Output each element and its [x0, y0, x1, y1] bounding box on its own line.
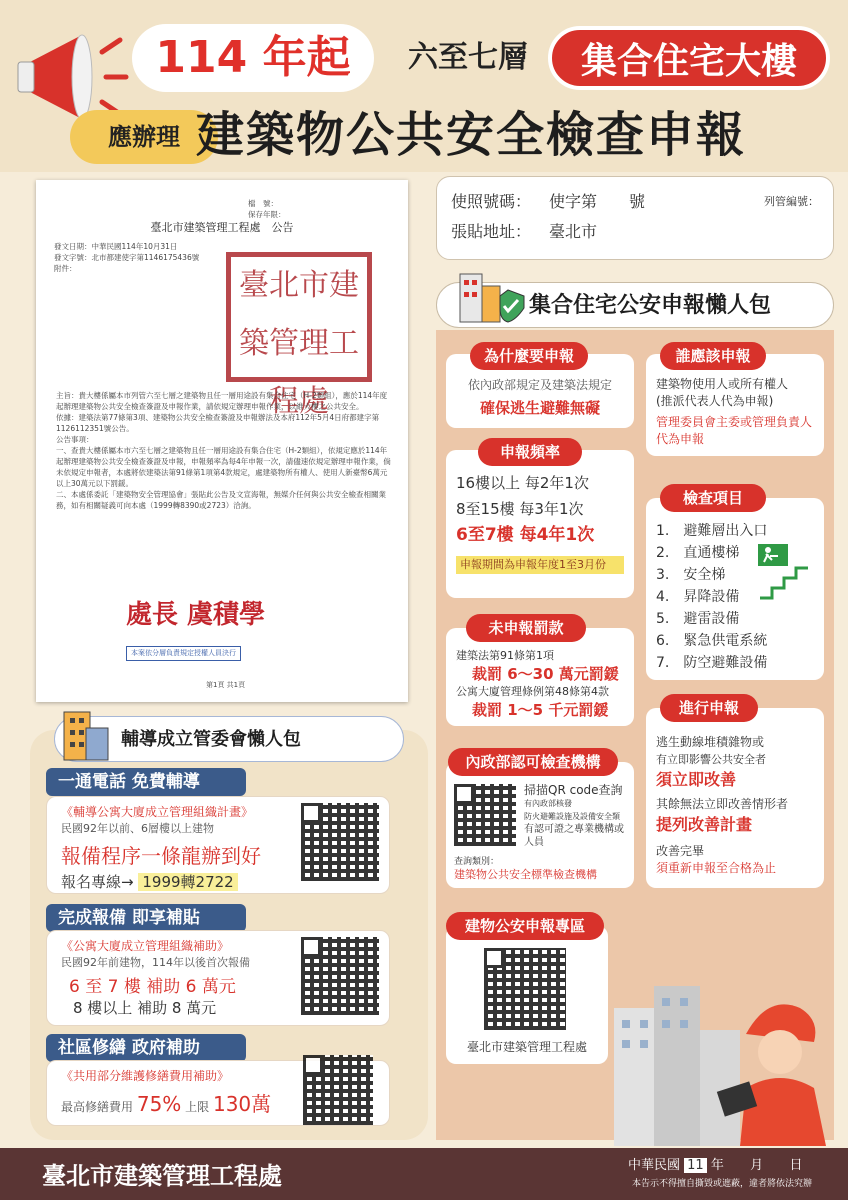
official-seal: 臺北市建築管理工程處 — [226, 252, 372, 382]
page-number: 第1頁 共1頁 — [206, 681, 246, 689]
zone-org: 臺北市建築管理工程處 — [466, 1040, 587, 1054]
freq-line3: 6至7樓 每4年1次 — [456, 525, 595, 545]
notice-basis: 依據：建築法第77條第3項、建築物公共安全檢查簽證及申報辦法及本府112年5月4日府都建字第1126112351號公告。 — [56, 413, 380, 433]
day-unit: 日 — [789, 1158, 803, 1173]
section3-card — [46, 1060, 390, 1126]
freq-line1: 16樓以上 每2年1次 — [456, 474, 589, 492]
section1-qr-code[interactable] — [301, 803, 379, 881]
report-card — [646, 708, 824, 888]
page-title: 建築物公共安全檢查申報 — [196, 107, 747, 163]
cap-label: 上限 — [185, 1100, 210, 1114]
check-item: 2. 直通樓梯 — [656, 545, 740, 561]
kit-title: 集合住宅公安申報懶人包 — [436, 282, 834, 328]
section3-qr-code[interactable] — [303, 1055, 373, 1125]
file-number: 檔 號： — [248, 199, 278, 208]
subsidy-cap: 130萬 — [212, 1092, 272, 1116]
section2-bar: 完成報備 即享補貼 — [46, 904, 246, 932]
section3-plan: 《共用部分維護修繕費用補助》 — [61, 1069, 230, 1083]
notice-items-label: 公告事項： — [56, 435, 94, 444]
frequency-tag: 申報頻率 — [478, 438, 582, 466]
report-line5: 提列改善計畫 — [656, 815, 753, 834]
year-unit: 年 — [710, 1158, 724, 1173]
check-items-tag: 檢查項目 — [660, 484, 766, 512]
notice-item-1: 一、查貴大樓係屬本市六至七層之建築物且任一層用途設有集合住宅（H-2類組），依規定應於114年起辦理建築物公共安全檢查簽證及申報，申報頻率為每4年申報一次，請儘速依規定辦理申報作業，倘未依規定申報者，本處將依建築法第91條第1項第4款規定，處建築物所有權人、使用人新臺幣6萬元以上30萬元以下罰鍰。 — [56, 446, 391, 488]
check-item: 7. 防空避難設備 — [656, 655, 768, 671]
official-notice — [36, 180, 408, 702]
penalty-line1: 建築法第91條第1項 — [456, 649, 554, 662]
apartment-icon — [58, 706, 114, 762]
report-line7: 須重新申報至合格為止 — [656, 861, 777, 875]
why-tag: 為什麼要申報 — [470, 342, 588, 370]
hotline-number[interactable]: 1999轉2722 — [138, 873, 237, 891]
address-value: 臺北市 — [549, 222, 598, 241]
subsidy-percent: 75% — [136, 1092, 182, 1116]
signature: 處長 虞積學 — [126, 600, 266, 630]
license-label: 使照號碼： — [451, 192, 532, 211]
section2-condition: 民國92年前建物，114年以後首次報備 — [61, 956, 250, 969]
section2-card — [46, 930, 390, 1026]
month-unit: 月 — [750, 1158, 764, 1173]
agency-category-label: 查詢類別： — [454, 857, 500, 867]
report-tag: 進行申報 — [660, 694, 758, 722]
notice-attachment: 附件： — [54, 264, 77, 273]
posting-date — [628, 1154, 802, 1173]
year-badge: 114 年起 — [132, 24, 374, 92]
zone-tag: 建物公安申報專區 — [446, 912, 604, 940]
section3-bar: 社區修繕 政府補助 — [46, 1034, 246, 1062]
license-value: 使字第 號 — [549, 192, 646, 211]
check-item: 5. 避雷設備 — [656, 611, 740, 627]
must-badge: 應辦理 — [70, 110, 218, 164]
freq-note: 申報期間為申報年度1至3月份 — [456, 556, 624, 574]
agency-category: 建築物公共安全標準檢查機構 — [454, 868, 597, 881]
check-item: 3. 安全梯 — [656, 567, 726, 583]
zone-qr-code[interactable] — [484, 948, 566, 1030]
penalty-line3: 公寓大廈管理條例第48條第4款 — [456, 685, 609, 698]
agency-scan: 掃描QR code查詢 — [524, 783, 623, 797]
section2-subsidy-a: 6 至 7 樓 補助 6 萬元 — [69, 977, 236, 997]
agency-card — [446, 762, 634, 888]
section1-slogan: 報備程序一條龍辦到好 — [61, 844, 261, 868]
report-line6: 改善完畢 — [656, 844, 705, 858]
why-line1: 依內政部規定及建築法規定 — [467, 378, 612, 392]
notice-number: 發文字號：北市都建使字第1146175436號 — [54, 253, 200, 262]
section2-qr-code[interactable] — [301, 937, 379, 1015]
footer-warning: 本告示不得擅自撕毀或遮蔽，違者將依法究辦 — [632, 1179, 813, 1189]
report-line4: 其餘無法立即改善情形者 — [656, 797, 789, 811]
section1-plan: 《輔導公寓大廈成立管理組織計畫》 — [61, 805, 254, 819]
mgmt-label: 列管編號： — [764, 195, 819, 208]
who-line3: 管理委員會主委或管理負責人代為申報 — [656, 415, 813, 446]
worker-illustration — [600, 968, 834, 1146]
notice-date: 發文日期：中華民國114年10月31日 — [54, 242, 178, 251]
notice-item-2: 二、本處係委託「建築物安全管理協會」張貼此公告及文宣海報，無媒介任何與公共安全檢查相關業務，如有相關疑義可向本處（1999轉8390或2723）洽詢。 — [56, 490, 386, 510]
freq-line2: 8至15樓 每3年1次 — [456, 500, 584, 518]
posting-info — [436, 176, 834, 260]
section2-plan: 《公寓大廈成立管理組織補助》 — [61, 939, 230, 953]
report-line3: 須立即改善 — [656, 770, 737, 789]
guidance-title: 輔導成立管委會懶人包 — [54, 716, 404, 762]
footer-org: 臺北市建築管理工程處 — [42, 1162, 282, 1190]
penalty-line4: 裁罰 1～5 千元罰鍰 — [472, 701, 609, 719]
signature-note: 本案依分層負責規定授權人員決行 — [126, 646, 241, 661]
section1-condition: 民國92年以前、6層樓以上建物 — [61, 822, 214, 835]
date-prefix: 中華民國 — [628, 1158, 681, 1173]
section1-card — [46, 796, 390, 894]
penalty-line2: 裁罰 6～30 萬元罰鍰 — [472, 665, 619, 683]
notice-main: 主旨：貴大樓係屬本市列管六至七層之建築物且任一層用途設有集合住宅（H-2類組），應於114年度起辦理建築物公共安全檢查簽證及申報作業，請依規定辦理申報作業，以維大樓之公共安全。 — [56, 391, 388, 411]
check-item: 4. 昇降設備 — [656, 589, 740, 605]
who-tag: 誰應該申報 — [660, 342, 766, 370]
building-shield-icon — [458, 268, 528, 324]
emergency-exit-icon — [756, 542, 812, 602]
check-items-card — [646, 498, 824, 680]
check-item: 1. 避難層出入口 — [656, 523, 768, 539]
agency-qr-code[interactable] — [454, 784, 516, 846]
retention: 保存年限： — [248, 210, 286, 219]
report-line2: 有立即影響公共安全者 — [656, 753, 766, 766]
who-line1: 建築物使用人或所有權人 — [656, 377, 789, 391]
agency-desc3: 有認可證之專業機構或人員 — [524, 824, 624, 848]
section1-bar: 一通電話 免費輔導 — [46, 768, 246, 796]
report-line1: 逃生動線堆積雜物或 — [656, 735, 765, 749]
date-year: 11 — [684, 1158, 707, 1173]
why-line2: 確保逃生避難無礙 — [479, 399, 600, 417]
building-type-badge: 集合住宅大樓 — [548, 26, 830, 90]
hotline-label: 報名專線→ — [61, 873, 134, 891]
max-cost-label: 最高修繕費用 — [61, 1100, 134, 1114]
penalty-card — [446, 628, 634, 726]
address-label: 張貼地址： — [451, 222, 532, 241]
frequency-card — [446, 450, 634, 598]
who-line2: (推派代表人代為申報) — [656, 394, 774, 408]
penalty-tag: 未申報罰款 — [466, 614, 586, 642]
section2-subsidy-b: 8 樓以上 補助 8 萬元 — [73, 999, 217, 1017]
check-item: 6. 緊急供電系統 — [656, 633, 768, 649]
agency-tag: 內政部認可檢查機構 — [448, 748, 618, 776]
agency-desc1: 有內政部核發 — [524, 799, 572, 808]
notice-title: 臺北市建築管理工程處 公告 — [150, 221, 294, 234]
agency-desc2: 防火避難設施及設備安全類 — [524, 812, 620, 821]
floor-range: 六至七層 — [408, 40, 528, 75]
zone-card — [446, 926, 608, 1064]
